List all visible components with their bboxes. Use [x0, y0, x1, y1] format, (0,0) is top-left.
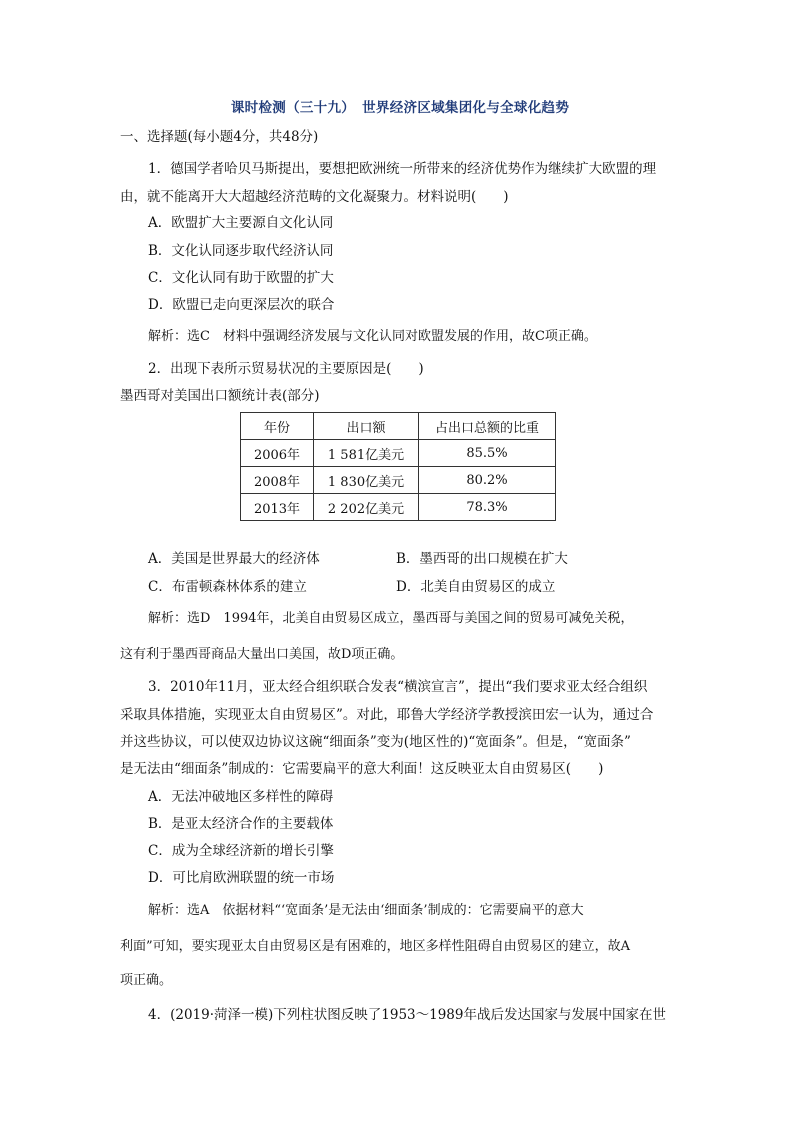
q1-option-b: B．文化认同逐步取代经济认同 [148, 243, 334, 259]
section-heading: 一、选择题(每小题4分，共48分) [120, 129, 319, 145]
table-cell: 85.5% [419, 440, 556, 467]
table-cell: 80.2% [419, 467, 556, 494]
page-title: 课时检测（三十九） 世界经济区域集团化与全球化趋势 [230, 100, 570, 116]
export-table [240, 412, 556, 521]
table-cell: 1 830亿美元 [314, 467, 419, 494]
q1-stem-line1: 1．德国学者哈贝马斯提出，要想把欧洲统一所带来的经济优势作为继续扩大欧盟的理 [148, 161, 657, 177]
table-header-cell: 年份 [241, 413, 314, 440]
q2-stem: 2．出现下表所示贸易状况的主要原因是( ) [148, 361, 424, 377]
q3-option-c: C．成为全球经济新的增长引擎 [148, 843, 334, 859]
q3-option-b: B．是亚太经济合作的主要载体 [148, 816, 334, 832]
table-header-cell: 出口额 [314, 413, 419, 440]
q4-stem-line1: 4．(2019·菏泽一模)下列柱状图反映了1953～1989年战后发达国家与发展中国家在世 [148, 1007, 666, 1023]
q2-option-a: A．美国是世界最大的经济体 [148, 551, 320, 567]
table-cell: 2013年 [241, 494, 314, 521]
q3-option-a: A．无法冲破地区多样性的障碍 [148, 789, 334, 805]
table-header-cell: 占出口总额的比重 [419, 413, 556, 440]
table-cell: 2006年 [241, 440, 314, 467]
table-cell: 1 581亿美元 [314, 440, 419, 467]
q2-option-b: B．墨西哥的出口规模在扩大 [396, 551, 568, 567]
table-cell: 78.3% [419, 494, 556, 521]
q2-option-c: C．布雷顿森林体系的建立 [148, 579, 307, 595]
q3-stem-line1: 3．2010年11月，亚太经合组织联合发表“横滨宣言”，提出“我们要求亚太经合组织 [148, 679, 648, 695]
table-cell: 2 202亿美元 [314, 494, 419, 521]
q1-option-c: C．文化认同有助于欧盟的扩大 [148, 270, 334, 286]
q3-analysis-line3: 项正确。 [120, 973, 173, 988]
q2-table-caption: 墨西哥对美国出口额统计表(部分) [120, 388, 320, 404]
q1-analysis: 解析：选C 材料中强调经济发展与文化认同对欧盟发展的作用，故C项正确。 [148, 329, 597, 344]
q3-option-d: D．可比肩欧洲联盟的统一市场 [148, 870, 335, 886]
q3-stem-line3: 并这些协议，可以使双边协议这碗“细面条”变为(地区性的)“宽面条”。但是，“宽面条” [120, 734, 631, 750]
q1-stem-line2: 由，就不能离开大大超越经济范畴的文化凝聚力。材料说明( ) [120, 189, 509, 205]
q3-analysis-line2: 利面”可知，要实现亚太自由贸易区是有困难的，地区多样性阻碍自由贸易区的建立，故A [120, 939, 631, 954]
q1-option-d: D．欧盟已走向更深层次的联合 [148, 297, 335, 313]
table-row [241, 440, 556, 467]
table-row [241, 494, 556, 521]
q3-stem-line4: 是无法由“细面条”制成的：它需要扁平的意大利面！这反映亚太自由贸易区( ) [120, 761, 604, 777]
q2-analysis-line2: 这有利于墨西哥商品大量出口美国，故D项正确。 [120, 647, 404, 662]
q2-analysis-line1: 解析：选D 1994年，北美自由贸易区成立，墨西哥与美国之间的贸易可减免关税， [148, 611, 634, 626]
table-header-row [241, 413, 556, 440]
q3-stem-line2: 采取具体措施，实现亚太自由贸易区”。对此，耶鲁大学经济学教授滨田宏一认为，通过合 [120, 707, 654, 723]
q2-option-d: D．北美自由贸易区的成立 [396, 579, 556, 595]
table-row [241, 467, 556, 494]
q1-option-a: A．欧盟扩大主要源自文化认同 [148, 215, 334, 231]
q3-analysis-line1: 解析：选A 依据材料“‘宽面条’是无法由‘细面条’制成的：它需要扁平的意大 [148, 903, 584, 918]
table-cell: 2008年 [241, 467, 314, 494]
